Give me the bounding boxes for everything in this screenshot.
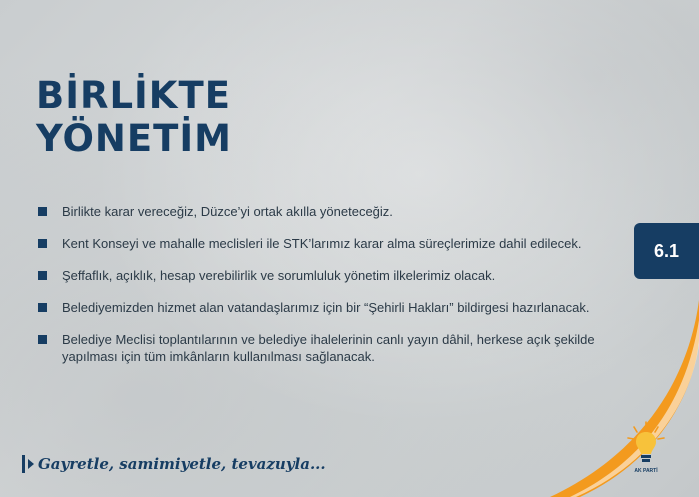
slogan — [22, 455, 326, 473]
bullet-text: Şeffaflık, açıklık, hesap verebilirlik ve sorumluluk yönetim ilkelerimiz olacak. — [62, 268, 496, 283]
slogan-arrow-icon — [28, 459, 34, 469]
bullet-item — [38, 235, 618, 252]
bullet-text: Belediye Meclisi toplantılarının ve belediye ihalelerinin canlı yayın dâhil, herkese açık şekilde yapılması için tüm imkânların kullanılması sağlanacak. — [62, 332, 595, 364]
title-line-1: BİRLİKTE — [36, 74, 231, 117]
slogan-bar-icon — [22, 455, 25, 473]
logo-text: AK PARTİ — [634, 468, 658, 474]
slogan-text: Gayretle, samimiyetle, tevazuyla... — [38, 455, 326, 473]
bullet-item — [38, 203, 618, 220]
bullet-item — [38, 299, 618, 316]
square-bullet-icon — [38, 207, 47, 216]
lightbulb-logo-icon — [626, 420, 666, 472]
bullet-list — [38, 203, 618, 380]
page-title — [36, 74, 232, 160]
bullet-item — [38, 331, 618, 365]
bullet-text: Belediyemizden hizmet alan vatandaşlarımız için bir “Şehirli Hakları” bildirgesi hazırlanacak. — [62, 300, 590, 315]
square-bullet-icon — [38, 335, 47, 344]
title-line-2: YÖNETİM — [36, 117, 232, 160]
orange-swoosh-decoration — [540, 300, 699, 497]
bullet-text: Birlikte karar vereceğiz, Düzce’yi ortak akılla yöneteceğiz. — [62, 204, 393, 219]
square-bullet-icon — [38, 239, 47, 248]
square-bullet-icon — [38, 271, 47, 280]
bullet-item — [38, 267, 618, 284]
square-bullet-icon — [38, 303, 47, 312]
section-number-tab: 6.1 — [634, 223, 699, 279]
bullet-text: Kent Konseyi ve mahalle meclisleri ile STK’larımız karar alma süreçlerimize dahil edilecek. — [62, 236, 582, 251]
